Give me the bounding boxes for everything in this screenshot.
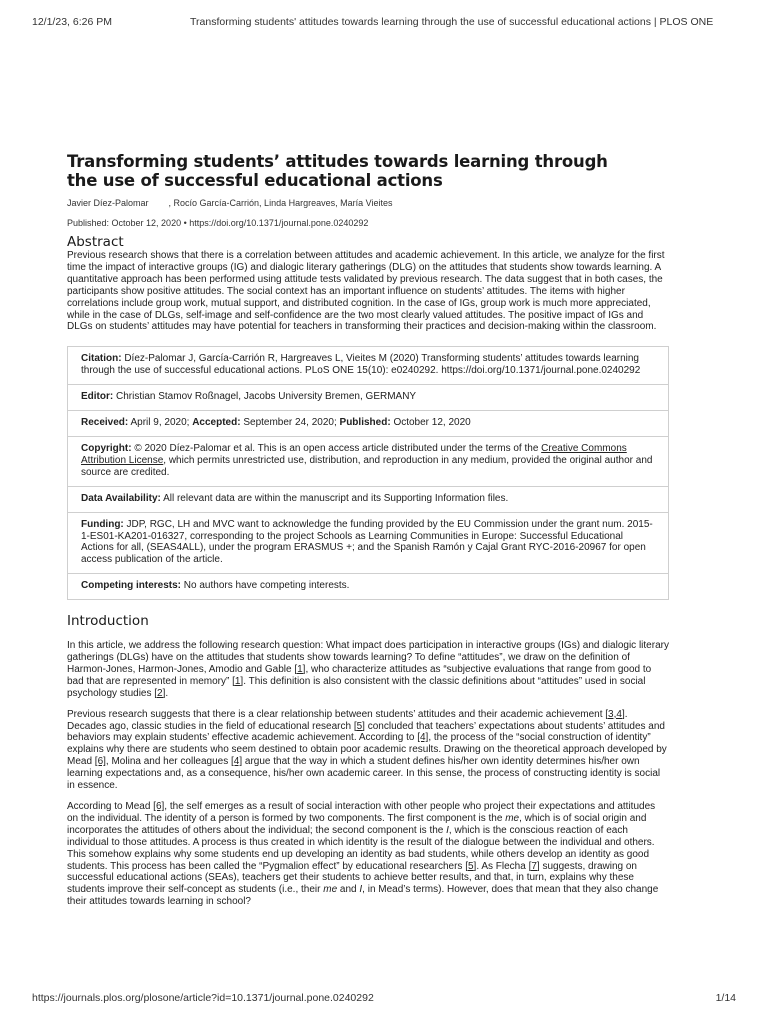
italic-term: I: [359, 884, 363, 896]
reference-link[interactable]: [3,4]: [605, 708, 625, 720]
copyright-label: Copyright:: [81, 442, 132, 454]
citation-row: [68, 347, 668, 384]
author-list: [67, 198, 669, 208]
text-span: .: [165, 687, 169, 699]
author-link[interactable]: Javier Díez-Palomar: [67, 198, 149, 208]
italic-term: me: [323, 884, 338, 896]
text-span: suggests, drawing on successful educational actions (SEAs), teachers get their students to achieve better results, and that, in turn, explains why these students improve their self-concept as students (i.e., their: [67, 860, 637, 896]
italic-term: I: [446, 824, 449, 836]
funding-text: JDP, RGC, LH and MVC want to acknowledge the funding provided by the EU Commission under the grant num. 2015-1-ES01-KA201-016327, corresponding to the project Schools as Learning Communities in Europe: Successful Educational Actions for all, (SEAS4ALL), under the program ERASMUS +; and the Spanish Ramón y Cajal Grant RYC-2016-20967 for open access publication of the article.: [81, 518, 653, 566]
text-span: According to Mead: [67, 801, 154, 812]
funding-label: Funding:: [81, 518, 124, 530]
copyright-text-end: , which permits unrestricted use, distribution, and reproduction in any medium, provided the original author and source are credited.: [81, 454, 653, 478]
page-counter: 1/14: [715, 992, 736, 1004]
article-title: [67, 152, 669, 190]
publication-info: [67, 218, 669, 228]
reference-link[interactable]: [4]: [417, 732, 429, 744]
text-span: , the self emerges as a result of social interaction with other people who project their expectations and attitudes on the individual. The identity of a person is formed by two components. The first component is the: [67, 801, 656, 824]
doi-link[interactable]: https://doi.org/10.1371/journal.pone.0240292: [189, 218, 369, 228]
text-span: In this article, we address the following research question: What impact does participation in interactive groups (IGs) and dialogic literary gatherings (DLGs) have on the attitudes that students show towards learning? To define “attitudes”, we draw on the definition of Harmon-Jones, Harmon-Jones, Amodio and Gable: [67, 640, 669, 675]
accepted-date: September 24, 2020;: [243, 417, 337, 429]
text-span: Previous research suggests that there is a clear relationship between students’ attitudes and their academic achievement: [67, 708, 606, 720]
text-span: , which is of social origin and incorporates the attitudes of others about the individual; the second component is the: [67, 812, 647, 836]
text-span: concluded that teachers’ expectations about students’ attitudes and behaviors may explain students’ effective academic achievement. According to: [67, 720, 665, 744]
article-title-line2: the use of successful educational actions: [67, 171, 443, 190]
reference-link[interactable]: [6]: [153, 801, 165, 812]
received-date: April 9, 2020;: [130, 417, 190, 429]
author-list-rest[interactable]: , Rocío García-Carrión, Linda Hargreaves, María Vieites: [168, 198, 393, 208]
print-header: [32, 16, 736, 28]
text-span: , who characterize attitudes as “subjective evaluations that range from good to bad that are represented in memory”: [67, 663, 652, 687]
print-date: 12/1/23, 6:26 PM: [32, 16, 112, 28]
funding-row: [68, 512, 668, 574]
abstract-text: Previous research shows that there is a correlation between attitudes and academic achievement. In this article, we analyze for the first time the impact of interactive groups (IG) and dialogic literary gatherings (DLG) on the attitudes that students show towards learning. A quantitative approach has been performed using attitude tests validated by previous research. The data suggest that in both cases, the participants show positive attitudes. The social context has an important influence on students’ attitudes. The items with higher correlations include group work, mutual support, and distributed cognition. In the case of IGs, group work is much more appreciated, while in the case of DLGs, self-image and self-confidence are the two most clearly valued attitudes. The positive impact of IGs and DLGs on students’ attitudes may have potential for teachers in transforming their practices and decision-making within the classroom.: [67, 250, 665, 333]
italic-term: me: [505, 812, 520, 824]
citation-text: Díez-Palomar J, García-Carrión R, Hargreaves L, Vieites M (2020) Transforming students’ attitudes towards learning through the use of successful educational actions. PLoS ONE 15(10): e0240292. https://doi.org/10.1371/journal.pone.0240292: [81, 353, 641, 377]
print-page-title: Transforming students' attitudes towards learning through the use of successful educational actions | PLOS ONE: [190, 16, 714, 28]
intro-paragraph-2: [67, 709, 669, 792]
text-span: . Decades ago, classic studies in the field of educational research: [67, 708, 628, 732]
introduction-heading: Introduction: [67, 613, 149, 630]
competing-interests-label: Competing interests:: [81, 580, 182, 592]
reference-link[interactable]: [2]: [154, 687, 166, 699]
license-link[interactable]: Creative Commons Attribution License: [81, 442, 627, 466]
text-span: , the process of the “social construction of identity” explains why there are students who seem destined to obtain poor academic results. Drawing on the theoretical approach developed by Mead: [67, 732, 667, 768]
reference-link[interactable]: [5]: [465, 860, 477, 872]
text-span: and: [337, 884, 360, 896]
text-span: , which is the conscious reaction of each individual to those attitudes. A process is thus created in which identity is the result of the dialogue between the individual and others. This somehow explains why some students end up developing an identity as bad students, while others develop an identity as good students. This process has been called the “Pygmalion effect” by educational researchers: [67, 824, 655, 872]
copyright-row: [68, 436, 668, 486]
text-span: argue that the way in which a student defines his/her own identity determines his/her own learning expectations and, as a consequence, his/her own academic career. In this sense, the process of constructing identity is social in essence.: [67, 756, 661, 792]
editor-label: Editor:: [81, 391, 114, 403]
data-availability-text: All relevant data are within the manuscript and its Supporting Information files.: [163, 492, 509, 504]
introduction-section: [67, 613, 669, 908]
reference-link[interactable]: [4]: [231, 756, 243, 768]
citation-label: Citation:: [81, 353, 122, 365]
data-availability-row: [68, 486, 668, 512]
print-footer: [32, 992, 736, 1004]
print-url: https://journals.plos.org/plosone/article?id=10.1371/journal.pone.0240292: [32, 992, 374, 1004]
data-availability-label: Data Availability:: [81, 492, 161, 504]
reference-link[interactable]: [1]: [294, 663, 306, 675]
text-span: . As Flecha: [476, 860, 529, 872]
article: [67, 152, 669, 908]
text-span: , in Mead’s terms). However, does that mean that they also change their attitudes towards learning in school?: [67, 884, 659, 908]
intro-paragraph-1: [67, 640, 669, 700]
published-date-info: October 12, 2020: [393, 417, 471, 429]
text-span: . This definition is also consistent with the classic definitions about “attitudes” used in social psychology studies: [67, 675, 646, 699]
accepted-label: Accepted:: [192, 417, 241, 429]
text-span: , Molina and her colleagues: [105, 756, 231, 768]
competing-interests-row: [68, 573, 668, 599]
editor-row: [68, 384, 668, 410]
article-info-box: [67, 346, 669, 600]
reference-link[interactable]: [1]: [232, 675, 244, 687]
reference-link[interactable]: [6]: [94, 756, 106, 768]
published-label: Published:: [339, 417, 391, 429]
reference-link[interactable]: [5]: [353, 720, 365, 732]
bullet-separator: •: [183, 218, 187, 228]
article-title-line1: Transforming students’ attitudes towards learning through: [67, 152, 608, 171]
intro-paragraph-3: [67, 801, 669, 908]
copyright-text: © 2020 Díez-Palomar et al. This is an open access article distributed under the terms of the: [134, 442, 542, 454]
published-date: Published: October 12, 2020: [67, 218, 182, 228]
received-label: Received:: [81, 417, 129, 429]
editor-text: Christian Stamov Roßnagel, Jacobs University Bremen, GERMANY: [116, 391, 417, 403]
abstract-heading: Abstract: [67, 234, 124, 250]
reference-link[interactable]: [7]: [528, 860, 540, 872]
competing-interests-text: No authors have competing interests.: [183, 580, 350, 592]
dates-row: [68, 410, 668, 436]
